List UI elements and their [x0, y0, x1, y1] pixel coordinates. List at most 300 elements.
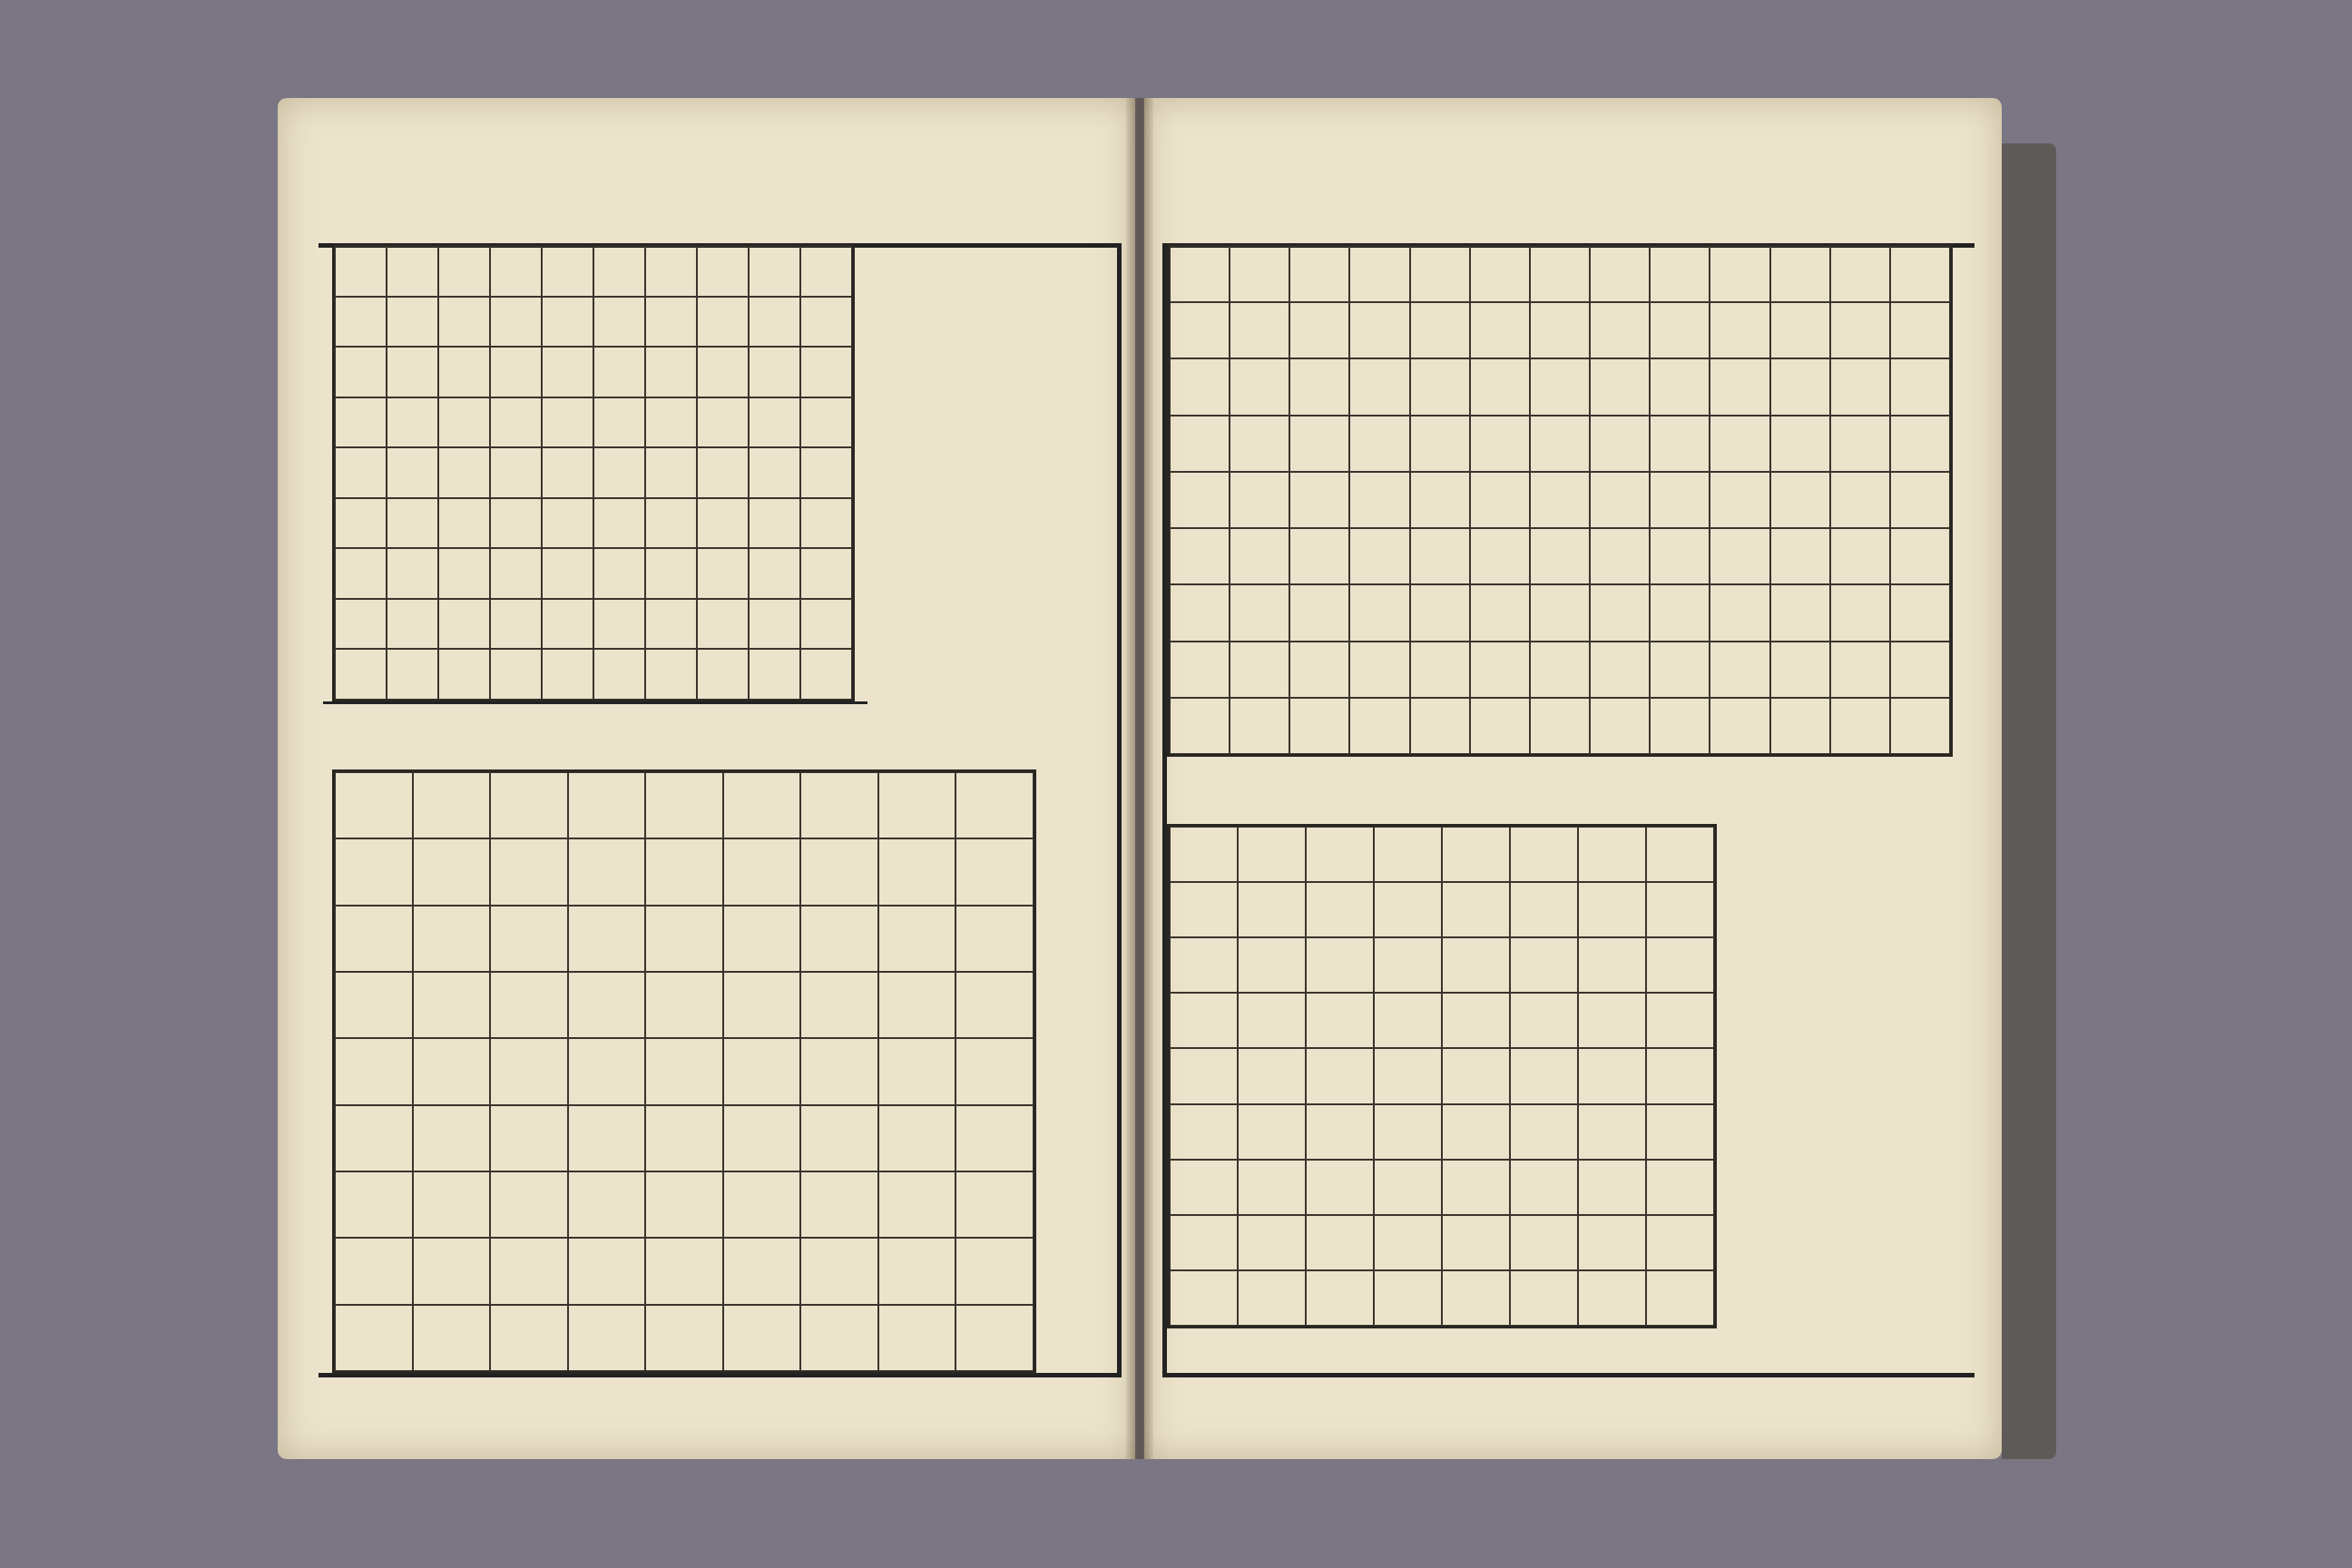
table-cell: [800, 1038, 878, 1104]
table-cell: [1646, 1048, 1714, 1103]
table-cell: [1578, 937, 1646, 993]
table-cell: [1349, 584, 1409, 641]
table-cell: [1646, 1270, 1714, 1326]
table-cell: [1530, 528, 1590, 584]
table-cell: [335, 1238, 413, 1304]
table-cell: [800, 347, 852, 397]
table-cell: [1349, 246, 1409, 302]
table-cell: [749, 246, 800, 297]
table-cell: [1470, 528, 1530, 584]
table-cell: [1578, 1160, 1646, 1215]
table-cell: [1510, 1048, 1578, 1103]
table-cell: [1238, 1160, 1306, 1215]
table-cell: [490, 838, 568, 905]
table-cell: [1374, 1160, 1442, 1215]
table-cell: [1770, 358, 1830, 415]
table-cell: [593, 447, 645, 498]
table-cell: [878, 772, 956, 838]
table-cell: [490, 1038, 568, 1104]
table-cell: [387, 397, 438, 448]
table-cell: [1710, 246, 1769, 302]
table-cell: [335, 397, 387, 448]
table-cell: [1890, 416, 1950, 472]
table-cell: [800, 599, 852, 650]
table-cell: [645, 246, 697, 297]
table-cell: [800, 246, 852, 297]
table-cell: [723, 772, 801, 838]
table-cell: [1374, 882, 1442, 937]
table-cell: [1349, 642, 1409, 698]
table-cell: [387, 498, 438, 549]
table-cell: [697, 498, 749, 549]
table-cell: [1410, 584, 1470, 641]
table-cell: [1510, 1215, 1578, 1270]
table-cell: [645, 599, 697, 650]
table-cell: [1650, 302, 1710, 358]
table-cell: [645, 972, 723, 1038]
table-cell: [387, 649, 438, 700]
table-cell: [956, 906, 1034, 972]
table-cell: [542, 297, 593, 348]
table-cell: [1374, 993, 1442, 1048]
table-cell: [723, 972, 801, 1038]
table-cell: [800, 1105, 878, 1171]
table-cell: [335, 548, 387, 599]
table-cell: [749, 498, 800, 549]
table-cell: [490, 906, 568, 972]
table-cell: [956, 838, 1034, 905]
table-cell: [542, 599, 593, 650]
table-cell: [1306, 1270, 1374, 1326]
table-cell: [1230, 472, 1289, 528]
left-bottom-table: [332, 769, 1036, 1374]
table-cell: [1410, 698, 1470, 754]
table-cell: [387, 447, 438, 498]
table-cell: [1410, 642, 1470, 698]
table-cell: [335, 447, 387, 498]
table-cell: [645, 1238, 723, 1304]
table-cell: [1470, 472, 1530, 528]
table-cell: [723, 906, 801, 972]
table-cell: [800, 1171, 878, 1238]
table-cell: [387, 548, 438, 599]
table-cell: [542, 548, 593, 599]
table-cell: [1349, 698, 1409, 754]
table-cell: [1170, 827, 1238, 882]
table-cell: [878, 838, 956, 905]
table-cell: [1650, 472, 1710, 528]
table-cell: [1590, 472, 1650, 528]
table-cell: [335, 906, 413, 972]
table-cell: [1578, 1215, 1646, 1270]
table-cell: [593, 297, 645, 348]
table-cell: [1238, 993, 1306, 1048]
table-cell: [1890, 698, 1950, 754]
table-cell: [1306, 1160, 1374, 1215]
table-cell: [1238, 1270, 1306, 1326]
table-cell: [1770, 528, 1830, 584]
table-cell: [1650, 358, 1710, 415]
table-cell: [413, 972, 491, 1038]
table-cell: [1470, 358, 1530, 415]
table-cell: [542, 246, 593, 297]
table-cell: [1442, 1160, 1510, 1215]
book-edge: [2002, 143, 2056, 1459]
table-cell: [1410, 472, 1470, 528]
table-cell: [490, 1305, 568, 1371]
table-cell: [593, 246, 645, 297]
table-cell: [1650, 642, 1710, 698]
table-cell: [1890, 358, 1950, 415]
table-cell: [1710, 528, 1769, 584]
table-cell: [1770, 698, 1830, 754]
table-cell: [749, 397, 800, 448]
table-cell: [1590, 528, 1650, 584]
table-cell: [1770, 246, 1830, 302]
table-cell: [1710, 698, 1769, 754]
table-cell: [568, 1105, 646, 1171]
table-cell: [1306, 1104, 1374, 1160]
table-cell: [413, 1238, 491, 1304]
table-cell: [1590, 642, 1650, 698]
table-cell: [1830, 302, 1890, 358]
table-cell: [1770, 642, 1830, 698]
table-cell: [335, 1171, 413, 1238]
table-cell: [1770, 416, 1830, 472]
table-cell: [1170, 1270, 1238, 1326]
table-cell: [1238, 937, 1306, 993]
table-cell: [1410, 302, 1470, 358]
table-cell: [542, 498, 593, 549]
table-cell: [1170, 1048, 1238, 1103]
table-cell: [490, 649, 542, 700]
table-cell: [1238, 1048, 1306, 1103]
table-cell: [1650, 246, 1710, 302]
table-cell: [335, 1105, 413, 1171]
table-cell: [438, 548, 490, 599]
table-cell: [1830, 358, 1890, 415]
table-cell: [1289, 358, 1349, 415]
table-cell: [542, 347, 593, 397]
table-cell: [697, 347, 749, 397]
table-cell: [1710, 584, 1769, 641]
table-cell: [1510, 1270, 1578, 1326]
table-cell: [645, 838, 723, 905]
table-cell: [645, 772, 723, 838]
table-cell: [800, 397, 852, 448]
table-cell: [438, 347, 490, 397]
table-cell: [335, 599, 387, 650]
left-divider: [323, 701, 867, 704]
table-cell: [1578, 882, 1646, 937]
table-cell: [1442, 1270, 1510, 1326]
left-top-table: [332, 243, 855, 702]
table-cell: [1238, 882, 1306, 937]
table-cell: [800, 447, 852, 498]
table-cell: [800, 838, 878, 905]
table-cell: [723, 838, 801, 905]
table-cell: [1306, 1215, 1374, 1270]
table-cell: [490, 599, 542, 650]
table-cell: [542, 397, 593, 448]
table-cell: [697, 246, 749, 297]
table-cell: [1289, 698, 1349, 754]
table-cell: [490, 772, 568, 838]
table-cell: [749, 447, 800, 498]
table-cell: [1710, 302, 1769, 358]
table-cell: [387, 347, 438, 397]
table-cell: [645, 1305, 723, 1371]
table-cell: [697, 397, 749, 448]
table-cell: [1510, 993, 1578, 1048]
table-cell: [1646, 882, 1714, 937]
table-cell: [490, 297, 542, 348]
table-cell: [645, 1105, 723, 1171]
table-cell: [645, 347, 697, 397]
table-cell: [413, 906, 491, 972]
table-cell: [749, 297, 800, 348]
table-cell: [1170, 642, 1230, 698]
table-cell: [1830, 416, 1890, 472]
table-cell: [568, 1038, 646, 1104]
table-cell: [1830, 642, 1890, 698]
table-cell: [1646, 827, 1714, 882]
table-cell: [593, 599, 645, 650]
table-cell: [1590, 416, 1650, 472]
table-cell: [1590, 246, 1650, 302]
table-cell: [1442, 1104, 1510, 1160]
table-cell: [956, 1105, 1034, 1171]
table-cell: [723, 1038, 801, 1104]
table-cell: [1170, 246, 1230, 302]
table-cell: [1289, 472, 1349, 528]
table-cell: [490, 347, 542, 397]
table-cell: [1830, 584, 1890, 641]
table-cell: [878, 1238, 956, 1304]
table-cell: [697, 599, 749, 650]
table-cell: [1530, 584, 1590, 641]
table-cell: [387, 246, 438, 297]
table-cell: [1410, 528, 1470, 584]
table-cell: [1442, 993, 1510, 1048]
table-cell: [1578, 1270, 1646, 1326]
table-cell: [1510, 882, 1578, 937]
table-cell: [749, 599, 800, 650]
table-cell: [1770, 302, 1830, 358]
table-cell: [645, 447, 697, 498]
table-cell: [1374, 1104, 1442, 1160]
table-cell: [1530, 698, 1590, 754]
table-cell: [1650, 584, 1710, 641]
table-cell: [1530, 416, 1590, 472]
table-cell: [1650, 528, 1710, 584]
table-cell: [1230, 698, 1289, 754]
table-cell: [1410, 358, 1470, 415]
table-cell: [800, 498, 852, 549]
table-cell: [438, 498, 490, 549]
table-cell: [749, 649, 800, 700]
table-cell: [1890, 642, 1950, 698]
table-cell: [1830, 246, 1890, 302]
table-cell: [956, 1038, 1034, 1104]
table-cell: [568, 838, 646, 905]
table-cell: [1646, 993, 1714, 1048]
table-cell: [1510, 1104, 1578, 1160]
table-cell: [1890, 472, 1950, 528]
table-cell: [335, 838, 413, 905]
table-cell: [1470, 302, 1530, 358]
table-cell: [1710, 642, 1769, 698]
table-cell: [335, 498, 387, 549]
table-cell: [645, 498, 697, 549]
table-cell: [490, 1171, 568, 1238]
table-cell: [1578, 1104, 1646, 1160]
table-cell: [438, 447, 490, 498]
table-cell: [413, 1171, 491, 1238]
open-book: [278, 98, 2056, 1468]
table-cell: [1830, 528, 1890, 584]
table-cell: [1238, 827, 1306, 882]
table-cell: [1170, 1160, 1238, 1215]
table-cell: [438, 649, 490, 700]
table-cell: [1230, 528, 1289, 584]
table-cell: [542, 447, 593, 498]
table-cell: [1578, 827, 1646, 882]
table-cell: [723, 1305, 801, 1371]
table-cell: [1442, 1048, 1510, 1103]
table-cell: [568, 906, 646, 972]
table-cell: [542, 649, 593, 700]
table-cell: [1230, 584, 1289, 641]
table-cell: [1170, 882, 1238, 937]
table-cell: [1230, 358, 1289, 415]
table-cell: [1470, 698, 1530, 754]
table-cell: [697, 649, 749, 700]
table-cell: [438, 599, 490, 650]
table-cell: [1770, 472, 1830, 528]
table-cell: [645, 548, 697, 599]
table-cell: [1170, 1215, 1238, 1270]
table-cell: [593, 397, 645, 448]
table-cell: [1170, 698, 1230, 754]
table-cell: [1374, 1270, 1442, 1326]
table-cell: [1374, 937, 1442, 993]
table-cell: [749, 347, 800, 397]
table-cell: [1170, 937, 1238, 993]
table-cell: [697, 297, 749, 348]
table-cell: [1470, 584, 1530, 641]
table-cell: [1890, 584, 1950, 641]
table-cell: [1710, 358, 1769, 415]
table-cell: [1289, 416, 1349, 472]
table-cell: [335, 772, 413, 838]
table-cell: [413, 1038, 491, 1104]
table-cell: [1530, 246, 1590, 302]
table-cell: [1442, 937, 1510, 993]
table-cell: [335, 649, 387, 700]
table-cell: [1470, 416, 1530, 472]
table-cell: [490, 548, 542, 599]
table-cell: [800, 972, 878, 1038]
table-cell: [1530, 642, 1590, 698]
table-cell: [1530, 358, 1590, 415]
table-cell: [1578, 1048, 1646, 1103]
table-cell: [723, 1171, 801, 1238]
table-cell: [490, 246, 542, 297]
table-cell: [1289, 246, 1349, 302]
table-cell: [568, 1171, 646, 1238]
table-cell: [723, 1238, 801, 1304]
table-cell: [878, 972, 956, 1038]
table-cell: [1170, 472, 1230, 528]
table-cell: [1306, 827, 1374, 882]
table-cell: [1289, 302, 1349, 358]
table-cell: [593, 498, 645, 549]
table-cell: [800, 297, 852, 348]
table-cell: [413, 772, 491, 838]
table-cell: [749, 548, 800, 599]
table-cell: [956, 772, 1034, 838]
table-cell: [1238, 1104, 1306, 1160]
table-cell: [1710, 416, 1769, 472]
book-gutter: [1126, 98, 1153, 1459]
table-cell: [1578, 993, 1646, 1048]
table-cell: [413, 838, 491, 905]
table-cell: [956, 1171, 1034, 1238]
table-cell: [1830, 698, 1890, 754]
table-cell: [1349, 302, 1409, 358]
table-cell: [593, 548, 645, 599]
table-cell: [490, 1238, 568, 1304]
table-cell: [878, 906, 956, 972]
table-cell: [1470, 246, 1530, 302]
table-cell: [438, 297, 490, 348]
table-cell: [1646, 1160, 1714, 1215]
table-cell: [1238, 1215, 1306, 1270]
table-cell: [1306, 882, 1374, 937]
table-cell: [1374, 1048, 1442, 1103]
table-cell: [645, 1171, 723, 1238]
table-cell: [800, 649, 852, 700]
table-cell: [878, 1171, 956, 1238]
table-cell: [1170, 302, 1230, 358]
table-cell: [1170, 528, 1230, 584]
table-cell: [1442, 882, 1510, 937]
table-cell: [697, 548, 749, 599]
table-cell: [335, 972, 413, 1038]
table-cell: [697, 447, 749, 498]
right-top-table: [1167, 243, 1953, 757]
table-cell: [413, 1305, 491, 1371]
table-cell: [1590, 584, 1650, 641]
table-cell: [335, 297, 387, 348]
table-cell: [1230, 642, 1289, 698]
table-cell: [1374, 1215, 1442, 1270]
table-cell: [593, 649, 645, 700]
table-cell: [1306, 1048, 1374, 1103]
table-cell: [800, 1238, 878, 1304]
table-cell: [645, 297, 697, 348]
table-cell: [1590, 358, 1650, 415]
table-cell: [1349, 472, 1409, 528]
table-cell: [645, 397, 697, 448]
table-cell: [1170, 584, 1230, 641]
table-cell: [1170, 416, 1230, 472]
table-cell: [1410, 246, 1470, 302]
table-cell: [1590, 302, 1650, 358]
right-bottom-table: [1167, 824, 1717, 1328]
table-cell: [1306, 993, 1374, 1048]
